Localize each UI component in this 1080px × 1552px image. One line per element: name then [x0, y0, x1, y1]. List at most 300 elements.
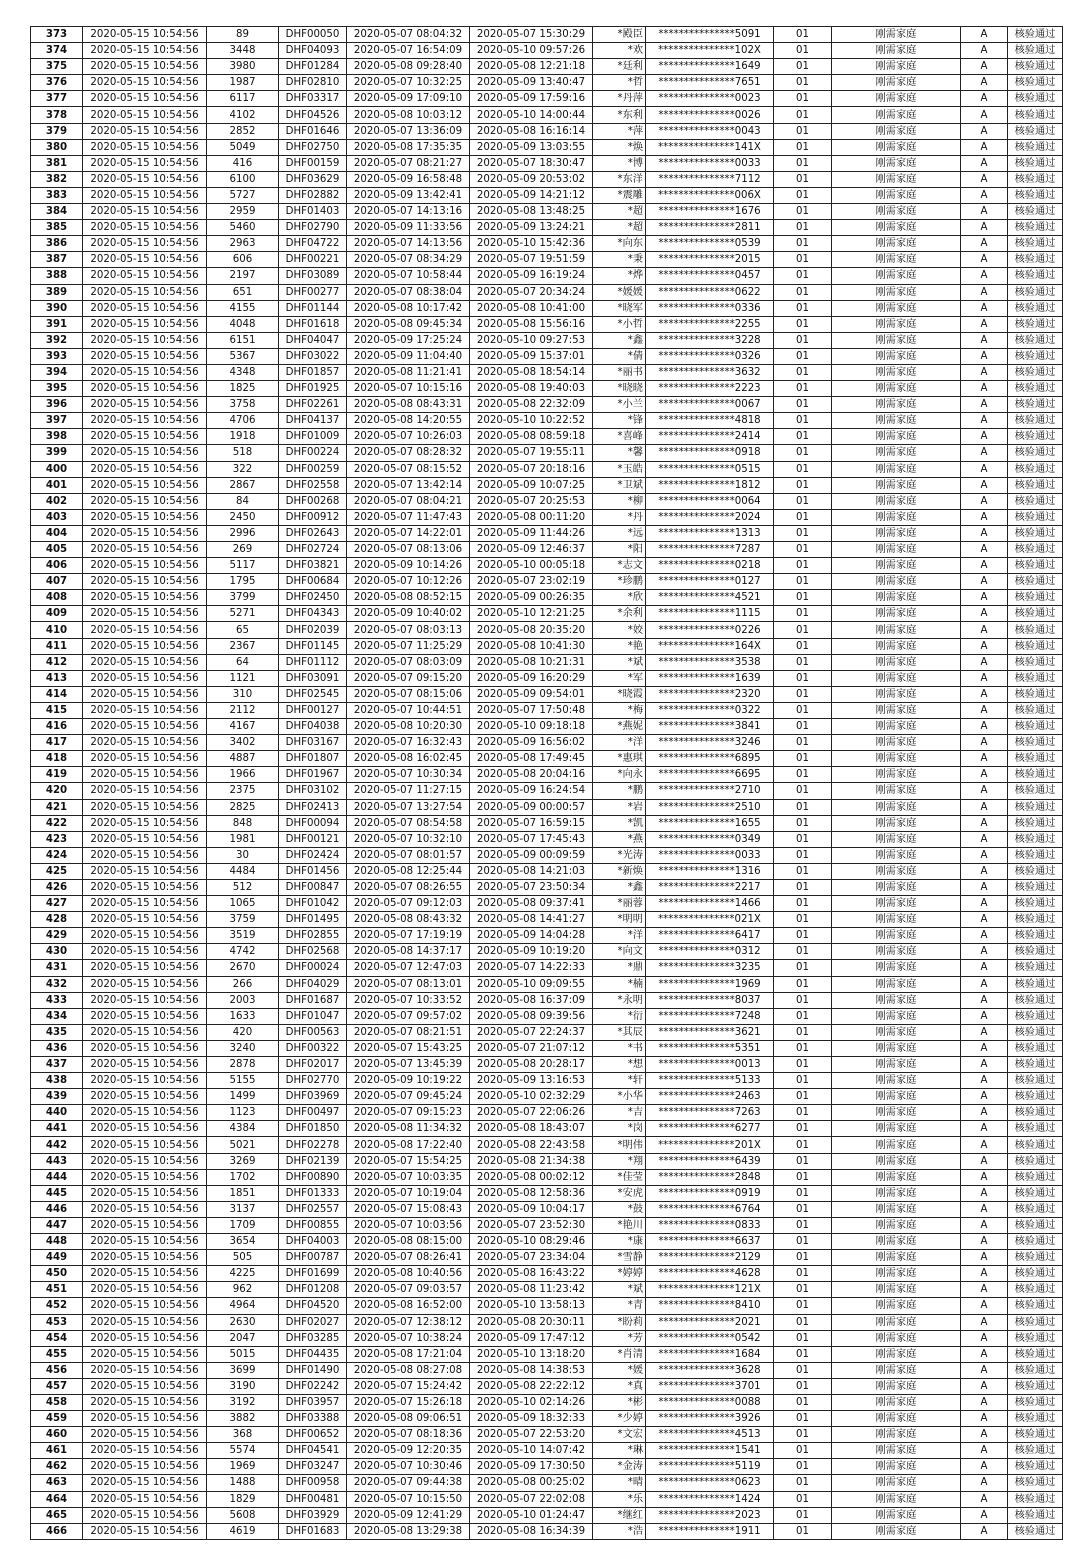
table-row — [31, 1024, 1063, 1040]
table-row — [31, 1153, 1063, 1169]
household-count-cell: 01 — [774, 1346, 832, 1362]
household-count-cell: 01 — [774, 751, 832, 767]
application-id-cell: DHF03821 — [279, 558, 347, 574]
id-number-cell: ***************3621 — [646, 1024, 774, 1040]
application-id-cell: DHF02724 — [279, 542, 347, 558]
application-id-cell: DHF02017 — [279, 1057, 347, 1073]
publish-time-cell: 2020-05-15 10:54:56 — [83, 284, 207, 300]
table-row — [31, 43, 1063, 59]
submit-time-cell: 2020-05-09 10:14:26 — [347, 558, 470, 574]
category-cell: 刚需家庭 — [832, 348, 961, 364]
grade-cell: A — [961, 525, 1008, 541]
category-cell: 刚需家庭 — [832, 896, 961, 912]
applicant-name-cell: *柳 — [593, 493, 646, 509]
grade-cell: A — [961, 590, 1008, 606]
review-time-cell: 2020-05-08 00:11:20 — [470, 509, 593, 525]
submit-time-cell: 2020-05-07 15:24:42 — [347, 1378, 470, 1394]
sequence-cell: 651 — [207, 284, 279, 300]
id-number-cell: ***************1639 — [646, 670, 774, 686]
table-row — [31, 719, 1063, 735]
grade-cell: A — [961, 27, 1008, 43]
household-count-cell: 01 — [774, 1362, 832, 1378]
application-id-cell: DHF01967 — [279, 767, 347, 783]
category-cell: 刚需家庭 — [832, 863, 961, 879]
id-number-cell: ***************1655 — [646, 815, 774, 831]
submit-time-cell: 2020-05-08 08:43:32 — [347, 912, 470, 928]
applicant-name-cell: *佳莹 — [593, 1169, 646, 1185]
household-count-cell: 01 — [774, 268, 832, 284]
household-count-cell: 01 — [774, 1298, 832, 1314]
submit-time-cell: 2020-05-09 10:40:02 — [347, 606, 470, 622]
application-id-cell: DHF04526 — [279, 107, 347, 123]
id-number-cell: ***************0336 — [646, 300, 774, 316]
grade-cell: A — [961, 509, 1008, 525]
sequence-cell: 4887 — [207, 751, 279, 767]
application-id-cell: DHF02242 — [279, 1378, 347, 1394]
applicant-name-cell: *艳川 — [593, 1217, 646, 1233]
review-time-cell: 2020-05-09 11:44:26 — [470, 525, 593, 541]
applicant-name-cell: *书 — [593, 1040, 646, 1056]
submit-time-cell: 2020-05-07 08:13:06 — [347, 542, 470, 558]
row-number-cell: 416 — [31, 719, 83, 735]
grade-cell: A — [961, 445, 1008, 461]
table-row — [31, 1040, 1063, 1056]
registration-table — [30, 26, 1063, 1540]
verification-status-cell: 核验通过 — [1008, 91, 1063, 107]
publish-time-cell: 2020-05-15 10:54:56 — [83, 1008, 207, 1024]
publish-time-cell: 2020-05-15 10:54:56 — [83, 751, 207, 767]
row-number-cell: 401 — [31, 477, 83, 493]
applicant-name-cell: *小兰 — [593, 397, 646, 413]
publish-time-cell: 2020-05-15 10:54:56 — [83, 863, 207, 879]
application-id-cell: DHF00268 — [279, 493, 347, 509]
review-time-cell: 2020-05-10 09:57:26 — [470, 43, 593, 59]
review-time-cell: 2020-05-09 00:26:35 — [470, 590, 593, 606]
review-time-cell: 2020-05-07 20:25:53 — [470, 493, 593, 509]
review-time-cell: 2020-05-07 15:30:29 — [470, 27, 593, 43]
grade-cell: A — [961, 622, 1008, 638]
grade-cell: A — [961, 702, 1008, 718]
household-count-cell: 01 — [774, 1394, 832, 1410]
table-row — [31, 413, 1063, 429]
sequence-cell: 5460 — [207, 220, 279, 236]
submit-time-cell: 2020-05-07 11:27:15 — [347, 783, 470, 799]
row-number-cell: 413 — [31, 670, 83, 686]
publish-time-cell: 2020-05-15 10:54:56 — [83, 1330, 207, 1346]
review-time-cell: 2020-05-10 01:24:47 — [470, 1507, 593, 1523]
review-time-cell: 2020-05-08 10:21:31 — [470, 654, 593, 670]
id-number-cell: ***************0326 — [646, 348, 774, 364]
id-number-cell: ***************1969 — [646, 976, 774, 992]
publish-time-cell: 2020-05-15 10:54:56 — [83, 1523, 207, 1539]
row-number-cell: 442 — [31, 1137, 83, 1153]
table-row — [31, 477, 1063, 493]
review-time-cell: 2020-05-10 09:09:55 — [470, 976, 593, 992]
category-cell: 刚需家庭 — [832, 1024, 961, 1040]
verification-status-cell: 核验通过 — [1008, 1201, 1063, 1217]
table-row — [31, 558, 1063, 574]
submit-time-cell: 2020-05-07 11:47:43 — [347, 509, 470, 525]
applicant-name-cell: *博 — [593, 155, 646, 171]
household-count-cell: 01 — [774, 1443, 832, 1459]
application-id-cell: DHF01850 — [279, 1121, 347, 1137]
review-time-cell: 2020-05-07 20:34:24 — [470, 284, 593, 300]
applicant-name-cell: *阳 — [593, 542, 646, 558]
publish-time-cell: 2020-05-15 10:54:56 — [83, 1234, 207, 1250]
row-number-cell: 383 — [31, 187, 83, 203]
review-time-cell: 2020-05-10 08:29:46 — [470, 1234, 593, 1250]
id-number-cell: ***************0833 — [646, 1217, 774, 1233]
sequence-cell: 2003 — [207, 992, 279, 1008]
household-count-cell: 01 — [774, 525, 832, 541]
verification-status-cell: 核验通过 — [1008, 606, 1063, 622]
id-number-cell: ***************102X — [646, 43, 774, 59]
row-number-cell: 373 — [31, 27, 83, 43]
application-id-cell: DHF01618 — [279, 316, 347, 332]
verification-status-cell: 核验通过 — [1008, 525, 1063, 541]
id-number-cell: ***************3228 — [646, 332, 774, 348]
verification-status-cell: 核验通过 — [1008, 155, 1063, 171]
grade-cell: A — [961, 332, 1008, 348]
grade-cell: A — [961, 1507, 1008, 1523]
category-cell: 刚需家庭 — [832, 1121, 961, 1137]
row-number-cell: 376 — [31, 75, 83, 91]
row-number-cell: 391 — [31, 316, 83, 332]
category-cell: 刚需家庭 — [832, 912, 961, 928]
household-count-cell: 01 — [774, 638, 832, 654]
submit-time-cell: 2020-05-07 12:47:03 — [347, 960, 470, 976]
publish-time-cell: 2020-05-15 10:54:56 — [83, 1105, 207, 1121]
category-cell: 刚需家庭 — [832, 397, 961, 413]
application-id-cell: DHF02557 — [279, 1201, 347, 1217]
submit-time-cell: 2020-05-07 08:03:13 — [347, 622, 470, 638]
table-row — [31, 381, 1063, 397]
id-number-cell: ***************1316 — [646, 863, 774, 879]
application-id-cell: DHF04029 — [279, 976, 347, 992]
review-time-cell: 2020-05-09 10:19:20 — [470, 944, 593, 960]
applicant-name-cell: *翔 — [593, 1153, 646, 1169]
table-row — [31, 397, 1063, 413]
application-id-cell: DHF04343 — [279, 606, 347, 622]
review-time-cell: 2020-05-08 19:40:03 — [470, 381, 593, 397]
household-count-cell: 01 — [774, 1089, 832, 1105]
grade-cell: A — [961, 75, 1008, 91]
table-row — [31, 187, 1063, 203]
table-row — [31, 1105, 1063, 1121]
table-row — [31, 1411, 1063, 1427]
sequence-cell: 2375 — [207, 783, 279, 799]
category-cell: 刚需家庭 — [832, 1523, 961, 1539]
category-cell: 刚需家庭 — [832, 1411, 961, 1427]
category-cell: 刚需家庭 — [832, 1459, 961, 1475]
publish-time-cell: 2020-05-15 10:54:56 — [83, 268, 207, 284]
sequence-cell: 3240 — [207, 1040, 279, 1056]
applicant-name-cell: *欣 — [593, 590, 646, 606]
verification-status-cell: 核验通过 — [1008, 928, 1063, 944]
row-number-cell: 390 — [31, 300, 83, 316]
submit-time-cell: 2020-05-07 09:03:57 — [347, 1282, 470, 1298]
category-cell: 刚需家庭 — [832, 799, 961, 815]
verification-status-cell: 核验通过 — [1008, 1362, 1063, 1378]
sequence-cell: 89 — [207, 27, 279, 43]
verification-status-cell: 核验通过 — [1008, 912, 1063, 928]
applicant-name-cell: *军 — [593, 670, 646, 686]
id-number-cell: ***************021X — [646, 912, 774, 928]
review-time-cell: 2020-05-09 14:04:28 — [470, 928, 593, 944]
row-number-cell: 438 — [31, 1073, 83, 1089]
submit-time-cell: 2020-05-07 09:44:38 — [347, 1475, 470, 1491]
sequence-cell: 4619 — [207, 1523, 279, 1539]
applicant-name-cell: *安虎 — [593, 1185, 646, 1201]
sequence-cell: 266 — [207, 976, 279, 992]
verification-status-cell: 核验通过 — [1008, 590, 1063, 606]
household-count-cell: 01 — [774, 799, 832, 815]
sequence-cell: 2450 — [207, 509, 279, 525]
row-number-cell: 451 — [31, 1282, 83, 1298]
table-row — [31, 493, 1063, 509]
household-count-cell: 01 — [774, 558, 832, 574]
category-cell: 刚需家庭 — [832, 1137, 961, 1153]
sequence-cell: 2867 — [207, 477, 279, 493]
table-row — [31, 735, 1063, 751]
review-time-cell: 2020-05-08 22:22:12 — [470, 1378, 593, 1394]
application-id-cell: DHF03091 — [279, 670, 347, 686]
review-time-cell: 2020-05-09 14:21:12 — [470, 187, 593, 203]
review-time-cell: 2020-05-07 23:52:30 — [470, 1217, 593, 1233]
category-cell: 刚需家庭 — [832, 815, 961, 831]
row-number-cell: 402 — [31, 493, 83, 509]
household-count-cell: 01 — [774, 1314, 832, 1330]
sequence-cell: 1121 — [207, 670, 279, 686]
review-time-cell: 2020-05-08 16:43:22 — [470, 1266, 593, 1282]
id-number-cell: ***************1313 — [646, 525, 774, 541]
publish-time-cell: 2020-05-15 10:54:56 — [83, 1137, 207, 1153]
applicant-name-cell: *康 — [593, 1234, 646, 1250]
row-number-cell: 403 — [31, 509, 83, 525]
publish-time-cell: 2020-05-15 10:54:56 — [83, 91, 207, 107]
grade-cell: A — [961, 413, 1008, 429]
application-id-cell: DHF01145 — [279, 638, 347, 654]
grade-cell: A — [961, 1153, 1008, 1169]
publish-time-cell: 2020-05-15 10:54:56 — [83, 493, 207, 509]
publish-time-cell: 2020-05-15 10:54:56 — [83, 944, 207, 960]
submit-time-cell: 2020-05-07 11:25:29 — [347, 638, 470, 654]
applicant-name-cell: *馨 — [593, 445, 646, 461]
row-number-cell: 386 — [31, 236, 83, 252]
submit-time-cell: 2020-05-08 14:20:55 — [347, 413, 470, 429]
category-cell: 刚需家庭 — [832, 783, 961, 799]
applicant-name-cell: *欢 — [593, 43, 646, 59]
publish-time-cell: 2020-05-15 10:54:56 — [83, 1298, 207, 1314]
row-number-cell: 462 — [31, 1459, 83, 1475]
submit-time-cell: 2020-05-07 10:03:35 — [347, 1169, 470, 1185]
review-time-cell: 2020-05-09 10:04:17 — [470, 1201, 593, 1217]
table-row — [31, 509, 1063, 525]
id-number-cell: ***************2463 — [646, 1089, 774, 1105]
id-number-cell: ***************0349 — [646, 831, 774, 847]
sequence-cell: 1795 — [207, 574, 279, 590]
verification-status-cell: 核验通过 — [1008, 1008, 1063, 1024]
publish-time-cell: 2020-05-15 10:54:56 — [83, 1185, 207, 1201]
applicant-name-cell: *梅 — [593, 702, 646, 718]
grade-cell: A — [961, 735, 1008, 751]
household-count-cell: 01 — [774, 783, 832, 799]
review-time-cell: 2020-05-09 16:20:29 — [470, 670, 593, 686]
publish-time-cell: 2020-05-15 10:54:56 — [83, 831, 207, 847]
application-id-cell: DHF02139 — [279, 1153, 347, 1169]
application-id-cell: DHF01208 — [279, 1282, 347, 1298]
sequence-cell: 416 — [207, 155, 279, 171]
row-number-cell: 443 — [31, 1153, 83, 1169]
application-id-cell: DHF02750 — [279, 139, 347, 155]
publish-time-cell: 2020-05-15 10:54:56 — [83, 187, 207, 203]
household-count-cell: 01 — [774, 413, 832, 429]
household-count-cell: 01 — [774, 461, 832, 477]
review-time-cell: 2020-05-09 20:53:02 — [470, 171, 593, 187]
id-number-cell: ***************141X — [646, 139, 774, 155]
sequence-cell: 1488 — [207, 1475, 279, 1491]
publish-time-cell: 2020-05-15 10:54:56 — [83, 1443, 207, 1459]
review-time-cell: 2020-05-09 16:19:24 — [470, 268, 593, 284]
row-number-cell: 414 — [31, 686, 83, 702]
row-number-cell: 409 — [31, 606, 83, 622]
application-id-cell: DHF00224 — [279, 445, 347, 461]
submit-time-cell: 2020-05-07 10:19:04 — [347, 1185, 470, 1201]
grade-cell: A — [961, 477, 1008, 493]
publish-time-cell: 2020-05-15 10:54:56 — [83, 960, 207, 976]
publish-time-cell: 2020-05-15 10:54:56 — [83, 558, 207, 574]
review-time-cell: 2020-05-08 14:41:27 — [470, 912, 593, 928]
applicant-name-cell: *廷利 — [593, 59, 646, 75]
category-cell: 刚需家庭 — [832, 1234, 961, 1250]
review-time-cell: 2020-05-09 10:07:25 — [470, 477, 593, 493]
table-row — [31, 1250, 1063, 1266]
verification-status-cell: 核验通过 — [1008, 1089, 1063, 1105]
grade-cell: A — [961, 574, 1008, 590]
category-cell: 刚需家庭 — [832, 1394, 961, 1410]
application-id-cell: DHF00481 — [279, 1491, 347, 1507]
submit-time-cell: 2020-05-08 08:43:31 — [347, 397, 470, 413]
applicant-name-cell: *彬 — [593, 1394, 646, 1410]
applicant-name-cell: *丹萍 — [593, 91, 646, 107]
publish-time-cell: 2020-05-15 10:54:56 — [83, 171, 207, 187]
applicant-name-cell: *鼓 — [593, 1201, 646, 1217]
table-row — [31, 364, 1063, 380]
grade-cell: A — [961, 896, 1008, 912]
grade-cell: A — [961, 220, 1008, 236]
applicant-name-cell: *肖清 — [593, 1346, 646, 1362]
table-row — [31, 654, 1063, 670]
applicant-name-cell: *鑫 — [593, 879, 646, 895]
verification-status-cell: 核验通过 — [1008, 1346, 1063, 1362]
sequence-cell: 1918 — [207, 429, 279, 445]
application-id-cell: DHF03969 — [279, 1089, 347, 1105]
submit-time-cell: 2020-05-07 08:15:52 — [347, 461, 470, 477]
verification-status-cell: 核验通过 — [1008, 542, 1063, 558]
submit-time-cell: 2020-05-07 08:34:29 — [347, 252, 470, 268]
category-cell: 刚需家庭 — [832, 171, 961, 187]
id-number-cell: ***************7112 — [646, 171, 774, 187]
grade-cell: A — [961, 1314, 1008, 1330]
publish-time-cell: 2020-05-15 10:54:56 — [83, 767, 207, 783]
id-number-cell: ***************0127 — [646, 574, 774, 590]
table-row — [31, 1201, 1063, 1217]
verification-status-cell: 核验通过 — [1008, 670, 1063, 686]
id-number-cell: ***************0918 — [646, 445, 774, 461]
submit-time-cell: 2020-05-07 08:26:41 — [347, 1250, 470, 1266]
sequence-cell: 4742 — [207, 944, 279, 960]
review-time-cell: 2020-05-08 17:49:45 — [470, 751, 593, 767]
id-number-cell: ***************0033 — [646, 155, 774, 171]
application-id-cell: DHF01646 — [279, 123, 347, 139]
table-row — [31, 1073, 1063, 1089]
applicant-name-cell: *超 — [593, 220, 646, 236]
verification-status-cell: 核验通过 — [1008, 300, 1063, 316]
row-number-cell: 446 — [31, 1201, 83, 1217]
table-row — [31, 300, 1063, 316]
review-time-cell: 2020-05-08 18:54:14 — [470, 364, 593, 380]
table-row — [31, 1394, 1063, 1410]
review-time-cell: 2020-05-08 14:38:53 — [470, 1362, 593, 1378]
publish-time-cell: 2020-05-15 10:54:56 — [83, 1121, 207, 1137]
category-cell: 刚需家庭 — [832, 332, 961, 348]
id-number-cell: ***************201X — [646, 1137, 774, 1153]
household-count-cell: 01 — [774, 91, 832, 107]
household-count-cell: 01 — [774, 236, 832, 252]
application-id-cell: DHF03388 — [279, 1411, 347, 1427]
category-cell: 刚需家庭 — [832, 719, 961, 735]
application-id-cell: DHF00855 — [279, 1217, 347, 1233]
id-number-cell: ***************0218 — [646, 558, 774, 574]
household-count-cell: 01 — [774, 606, 832, 622]
table-row — [31, 107, 1063, 123]
submit-time-cell: 2020-05-07 08:26:55 — [347, 879, 470, 895]
category-cell: 刚需家庭 — [832, 1330, 961, 1346]
table-row — [31, 252, 1063, 268]
household-count-cell: 01 — [774, 735, 832, 751]
verification-status-cell: 核验通过 — [1008, 1394, 1063, 1410]
grade-cell: A — [961, 123, 1008, 139]
applicant-name-cell: *丽书 — [593, 364, 646, 380]
category-cell: 刚需家庭 — [832, 59, 961, 75]
verification-status-cell: 核验通过 — [1008, 879, 1063, 895]
application-id-cell: DHF00050 — [279, 27, 347, 43]
verification-status-cell: 核验通过 — [1008, 896, 1063, 912]
id-number-cell: ***************2129 — [646, 1250, 774, 1266]
publish-time-cell: 2020-05-15 10:54:56 — [83, 1153, 207, 1169]
row-number-cell: 396 — [31, 397, 83, 413]
application-id-cell: DHF01403 — [279, 204, 347, 220]
publish-time-cell: 2020-05-15 10:54:56 — [83, 1089, 207, 1105]
id-number-cell: ***************7651 — [646, 75, 774, 91]
row-number-cell: 455 — [31, 1346, 83, 1362]
sequence-cell: 4102 — [207, 107, 279, 123]
sequence-cell: 322 — [207, 461, 279, 477]
review-time-cell: 2020-05-07 22:02:08 — [470, 1491, 593, 1507]
application-id-cell: DHF00890 — [279, 1169, 347, 1185]
submit-time-cell: 2020-05-08 17:21:04 — [347, 1346, 470, 1362]
row-number-cell: 450 — [31, 1266, 83, 1282]
grade-cell: A — [961, 976, 1008, 992]
table-row — [31, 606, 1063, 622]
submit-time-cell: 2020-05-08 09:45:34 — [347, 316, 470, 332]
verification-status-cell: 核验通过 — [1008, 1378, 1063, 1394]
publish-time-cell: 2020-05-15 10:54:56 — [83, 622, 207, 638]
household-count-cell: 01 — [774, 1024, 832, 1040]
category-cell: 刚需家庭 — [832, 1008, 961, 1024]
table-row — [31, 799, 1063, 815]
submit-time-cell: 2020-05-07 15:54:25 — [347, 1153, 470, 1169]
